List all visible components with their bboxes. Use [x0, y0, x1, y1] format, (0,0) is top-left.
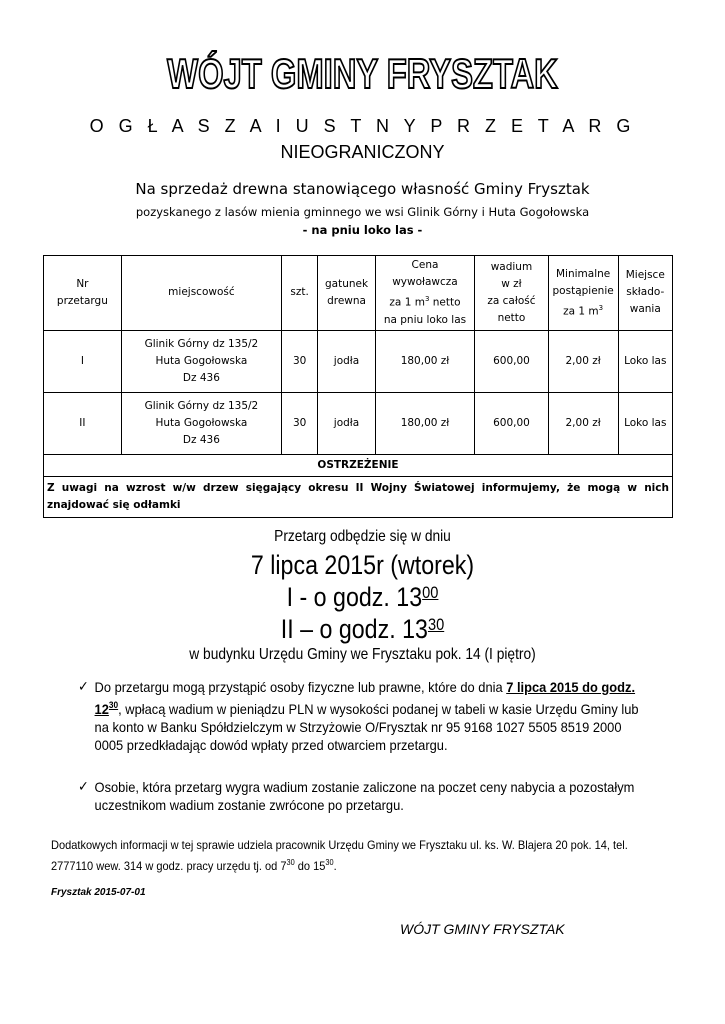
warning-title: OSTRZEŻENIE	[44, 454, 673, 476]
signature: WÓJT GMINY FRYSZTAK	[400, 921, 565, 937]
bullet-deposit	[78, 678, 648, 754]
row-deposit: 600,00	[475, 330, 549, 392]
row-species: jodła	[318, 330, 375, 392]
schedule-time-1: I - o godz. $13^{00}$	[286, 582, 439, 612]
row-species: jodła	[318, 392, 375, 454]
row-storage: Loko las	[618, 392, 672, 454]
warning-text: Z uwagi na wzrost w/w drzew sięgający okresu II Wojny Światowej informujemy, że mogą w nich znajdować się odłamki	[44, 476, 673, 517]
bullet-deposit-text: Do przetargu mogą przystąpić osoby fizyczne lub prawne, które do dnia 7 lipca 2015 do godz. $12^{30}$, wpłacą wadium w pieniądzu PLN w wysokości podanej w tabeli w kasie Urzędu Gminy lub na konto w Banku Spółdzielczym w Strzyżowie O/Frysztak nr 95 9168 1027 5505 8519 2000 0005 przedkładając dowód wpłaty przed otwarciem przetargu.	[94, 679, 639, 753]
sale-description: Na sprzedaż drewna stanowiącego własność Gminy Frysztak	[135, 180, 590, 198]
header-nr: Nr przetargu	[44, 256, 122, 331]
warning-text-row	[44, 476, 673, 517]
document-title: WÓJT GMINY FRYSZTAK	[167, 50, 558, 97]
row-place: Glinik Górny dz 135/2 Huta Gogołowska Dz 436	[121, 330, 281, 392]
bullet-refund-text: Osobie, która przetarg wygra wadium zostanie zaliczone na poczet ceny nabycia a pozostałym uczestnikom wadium zostanie zwrócone po przetargu.	[94, 779, 635, 813]
row-nr: I	[44, 330, 122, 392]
table-row	[44, 330, 673, 392]
header-step: Minimalne postąpienie za 1 $m^3$	[548, 256, 618, 331]
checkmark-icon: ✓	[78, 679, 89, 695]
contact-info: Dodatkowych informacji w tej sprawie udziela pracownik Urzędu Gminy we Frysztaku ul. ks. W. Blajera 20 pok. 14, tel. 2777110 wew. 314 w godz. pracy urzędu tj. od $7^{30}$ do $15^{30}$.	[51, 838, 628, 873]
header-place: miejscowość	[121, 256, 281, 331]
row-deposit: 600,00	[475, 392, 549, 454]
schedule-time-2: II – o godz. $13^{30}$	[280, 614, 445, 644]
document-date: Frysztak 2015-07-01	[51, 887, 146, 898]
bullet-refund	[78, 778, 648, 814]
schedule-intro: Przetarg odbędzie się w dniu	[274, 528, 451, 545]
location-note: - na pniu loko las -	[302, 223, 423, 237]
table-row	[44, 392, 673, 454]
row-place: Glinik Górny dz 135/2 Huta Gogołowska Dz 436	[121, 392, 281, 454]
row-price: 180,00 zł	[375, 330, 474, 392]
row-step: 2,00 zł	[548, 392, 618, 454]
row-qty: 30	[281, 392, 317, 454]
header-deposit: wadium w zł za całość netto	[475, 256, 549, 331]
row-storage: Loko las	[618, 330, 672, 392]
row-qty: 30	[281, 330, 317, 392]
header-qty: szt.	[281, 256, 317, 331]
source-description: pozyskanego z lasów mienia gminnego we wsi Glinik Górny i Huta Gogołowska	[135, 205, 590, 219]
warning-title-row	[44, 454, 673, 476]
header-species: gatunek drewna	[318, 256, 375, 331]
announcement-line: O G Ł A S Z A I U S T N Y P R Z E T A R G	[89, 116, 636, 136]
header-storage: Miejsce składo- wania	[618, 256, 672, 331]
row-price: 180,00 zł	[375, 392, 474, 454]
row-nr: II	[44, 392, 122, 454]
table-header-row	[44, 256, 673, 331]
header-price: Cena wywoławcza za 1 $m^3$ netto na pniu loko las	[375, 256, 474, 331]
row-step: 2,00 zł	[548, 330, 618, 392]
tender-type: NIEOGRANICZONY	[280, 142, 445, 162]
checkmark-icon: ✓	[78, 779, 89, 795]
schedule-venue: w budynku Urzędu Gminy we Frysztaku pok. 14 (I piętro)	[189, 646, 536, 663]
offers-table	[43, 255, 673, 518]
schedule-date: 7 lipca 2015r (wtorek)	[250, 550, 475, 580]
